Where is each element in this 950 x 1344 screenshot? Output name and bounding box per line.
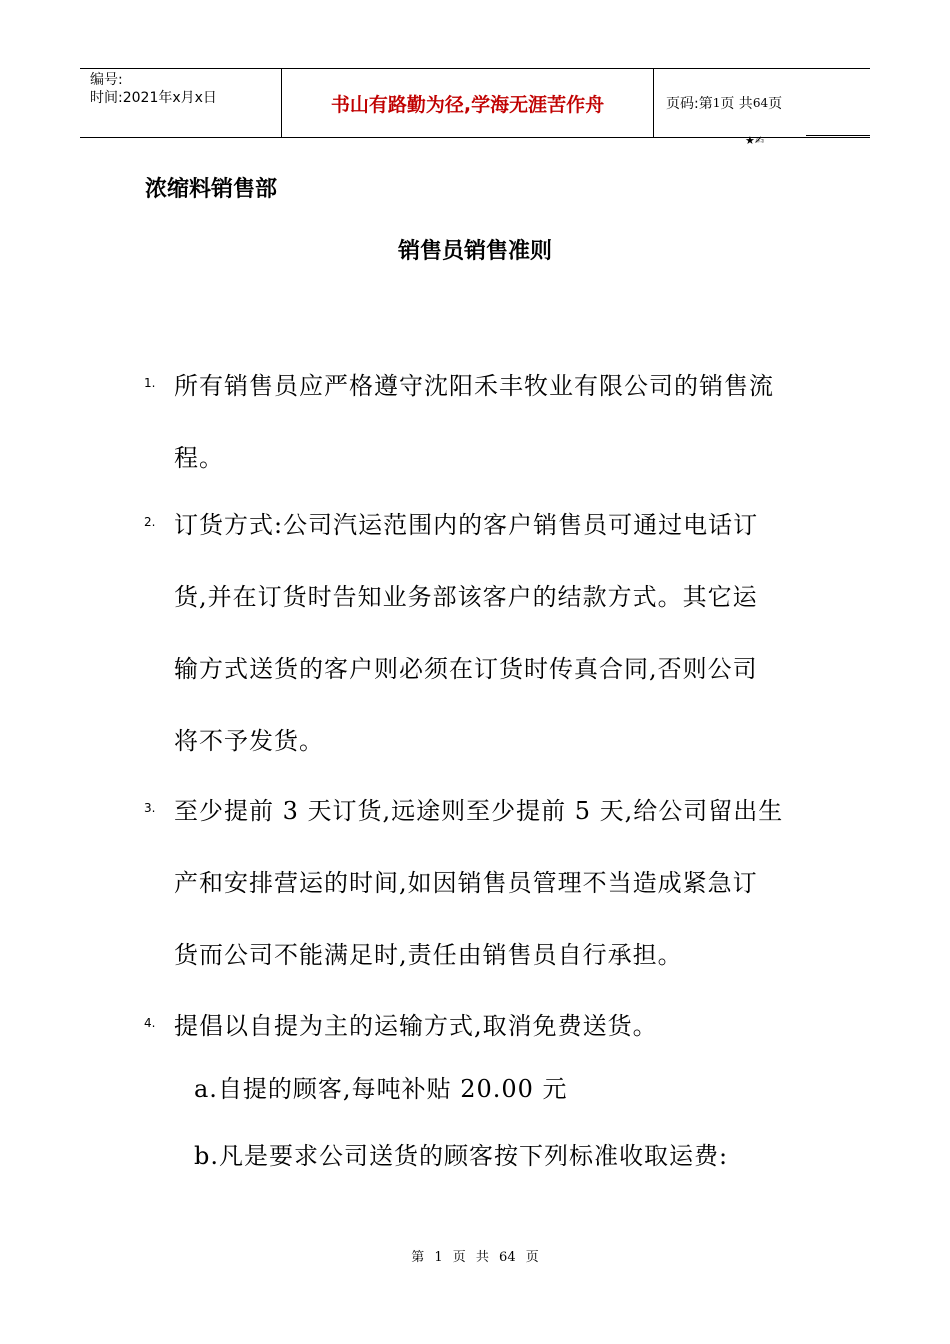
list-line: 订货方式:公司汽运范围内的客户销售员可通过电话订 [174, 511, 759, 539]
serial-label: 编号: [90, 72, 123, 88]
page-total: 64 [752, 96, 769, 110]
department-heading: 浓缩料销售部 [145, 177, 278, 202]
list-line: 货而公司不能满足时,责任由销售员自行承担。 [174, 941, 683, 969]
list-line: 货,并在订货时告知业务部该客户的结款方式。其它运 [174, 583, 758, 611]
list-line: 提倡以自提为主的运输方式,取消免费送货。 [174, 1012, 658, 1040]
list-line: 至少提前 3 天订货,远途则至少提前 5 天,给公司留出生 [174, 797, 784, 825]
header-rule [806, 135, 870, 136]
header-meta [80, 69, 282, 137]
page-header [80, 68, 870, 138]
page-mid: 页 共 [720, 96, 753, 112]
date-label: 时间:2021年x月x日 [90, 90, 217, 106]
sub-item-b: b.凡是要求公司送货的顾客按下列标准收取运费: [194, 1142, 729, 1170]
list-line: 程。 [174, 444, 224, 472]
header-page-number [654, 69, 870, 137]
star-pen-icon: ★✍ [745, 134, 765, 147]
list-marker: 3. [144, 801, 156, 815]
list-marker: 4. [144, 1016, 156, 1030]
list-line: 产和安排营运的时间,如因销售员管理不当造成紧急订 [174, 869, 758, 897]
list-line: 输方式送货的客户则必须在订货时传真合同,否则公司 [174, 655, 758, 683]
list-line: 所有销售员应严格遵守沈阳禾丰牧业有限公司的销售流 [174, 372, 774, 400]
sub-item-a: a.自提的顾客,每吨补贴 20.00 元 [194, 1075, 568, 1103]
list-line: 将不予发货。 [174, 727, 324, 755]
page-prefix: 页码:第 [666, 96, 713, 112]
list-marker: 1. [144, 376, 156, 390]
header-motto: 书山有路勤为径,学海无涯苦作舟 [282, 69, 654, 137]
page-num: 1 [712, 96, 721, 110]
page-footer: 第 1 页 共 64 页 [411, 1250, 539, 1265]
page-suffix: 页 [768, 96, 783, 112]
list-marker: 2. [144, 515, 156, 529]
document-title: 销售员销售准则 [397, 239, 552, 264]
